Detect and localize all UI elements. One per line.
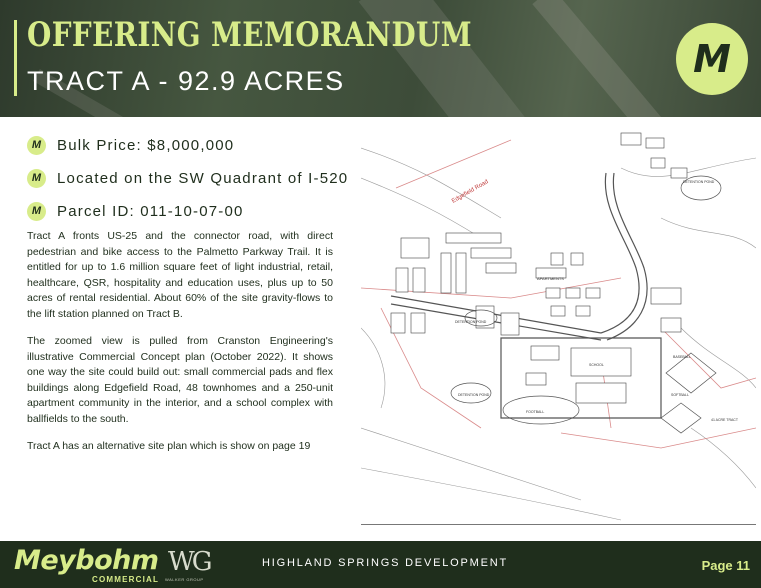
development-name: HIGHLAND SPRINGS DEVELOPMENT — [262, 557, 508, 569]
bullet-text: Parcel ID: 011-10-07-00 — [57, 202, 244, 220]
walker-group-logo: WG — [168, 547, 210, 577]
plan-label-football: FOOTBALL — [526, 410, 545, 414]
walker-group-logo-sub: WALKER GROUP — [165, 577, 204, 582]
meybohm-logo-badge — [676, 23, 748, 95]
header-banner — [0, 0, 761, 117]
m-bullet-icon: M — [27, 202, 46, 221]
page-subtitle: TRACT A - 92.9 ACRES — [27, 66, 345, 96]
aerial-road — [532, 0, 693, 117]
footer-bar — [0, 541, 761, 588]
bullet-parcel-id — [27, 200, 348, 222]
plan-label-pond-top: DETENTION POND — [683, 180, 715, 184]
plan-label-softball: SOFTBALL — [671, 393, 689, 397]
bullet-text: Bulk Price: $8,000,000 — [57, 136, 235, 154]
plan-label-school: SCHOOL — [589, 363, 604, 367]
page-title: OFFERING MEMORANDUM — [27, 15, 473, 55]
m-bullet-icon: M — [27, 136, 46, 155]
site-plan-image — [361, 128, 756, 525]
plan-label-detention: DETENTION POND — [455, 320, 487, 324]
description-body — [27, 229, 333, 467]
plan-label-pond-bottom: DETENTION POND — [458, 393, 490, 397]
meybohm-logo-sub: COMMERCIAL — [92, 575, 160, 584]
plan-label-acre-tract: 41 ACRE TRACT — [711, 418, 738, 422]
paragraph: Tract A fronts US-25 and the connector road, with direct pedestrian and bike access to the Palmetto Parkway Trail. It is entitled for up to 1.6 million square feet of light industrial, retail, healthcare, QSR, hospitality and education uses, plus up to 50 acres of rental residential. About 60% of the site gravity-flows to the lift station planned on Tract B. — [27, 230, 333, 320]
paragraph: The zoomed view is pulled from Cranston Engineering's illustrative Commercial Concept plan (October 2022). It shows one way the site could build out: small commercial pads and flex buildings along Edgefield Road, 48 townhomes and a 250-unit apartment community in the interior, and a school complex with ballfields to the south. — [27, 335, 333, 425]
paragraph: Tract A has an alternative site plan which is show on page 19 — [27, 440, 311, 452]
bullet-location — [27, 167, 348, 189]
title-accent-bar — [14, 20, 17, 96]
m-bullet-icon: M — [27, 169, 46, 188]
site-plan-drawing — [361, 128, 756, 524]
plan-label-baseball: BASEBALL — [673, 355, 691, 359]
key-facts-list — [27, 134, 348, 233]
meybohm-logo: Meybohm — [14, 545, 159, 576]
page-number: Page 11 — [701, 558, 750, 573]
plan-label-apartments: APARTMENTS — [537, 276, 564, 281]
logo-letter: M — [693, 37, 731, 81]
bullet-text: Located on the SW Quadrant of I-520 — [57, 169, 349, 187]
road-label: Edgefield Road — [451, 179, 490, 205]
bullet-bulk-price — [27, 134, 348, 156]
